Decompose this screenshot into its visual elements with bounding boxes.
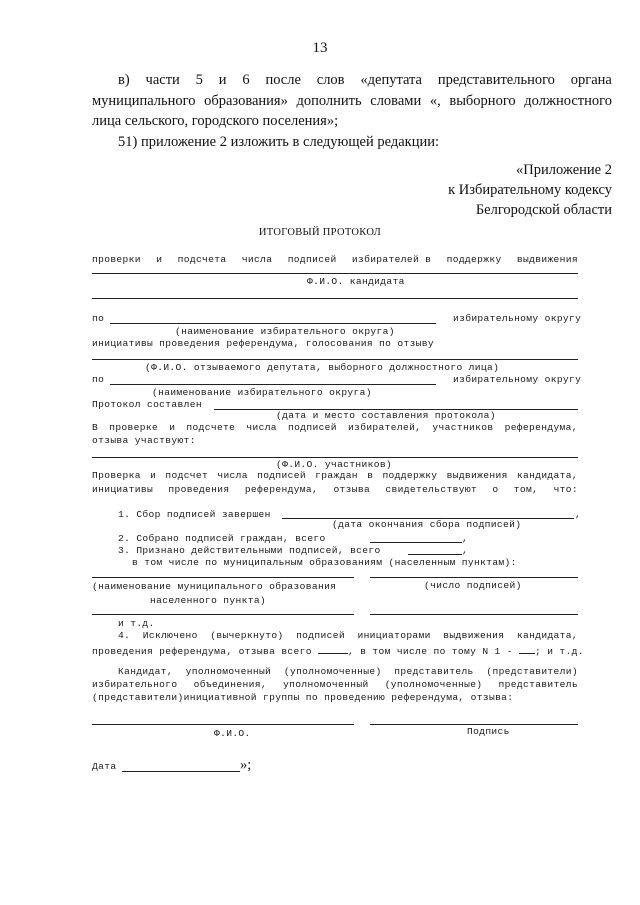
date-end: »; bbox=[240, 757, 252, 773]
item4-line2-b: , в том числе по тому N 1 - bbox=[347, 646, 513, 657]
rule-item3 bbox=[408, 554, 462, 555]
rule-okrug-2 bbox=[110, 384, 436, 385]
word: представитель bbox=[498, 679, 578, 690]
word: (уполномоченные) bbox=[384, 679, 483, 690]
caption-fio-candidate: Ф.И.О. кандидата bbox=[307, 276, 405, 287]
word: отзыва bbox=[333, 484, 371, 495]
rule-sign bbox=[370, 724, 578, 725]
cand-line2 bbox=[92, 679, 578, 690]
item3-label: 3. Признано действительными подписей, всего bbox=[118, 545, 381, 556]
word: и bbox=[150, 470, 157, 481]
item4-line2-a: проведения референдума, отзыва всего bbox=[92, 646, 312, 657]
item3-sub: в том числе по муниципальным образованиям (населенным пунктам): bbox=[132, 557, 517, 568]
word: избирательного bbox=[92, 679, 178, 690]
word: «, bbox=[429, 93, 441, 109]
result-line1 bbox=[92, 470, 578, 481]
check-line2: отзыва участвуют: bbox=[92, 435, 196, 446]
word: и bbox=[169, 422, 176, 433]
para-v-line1 bbox=[118, 72, 612, 89]
word: инициаторами bbox=[357, 630, 431, 641]
word: (вычеркнуто) bbox=[210, 630, 284, 641]
word: Проверка bbox=[92, 470, 141, 481]
appendix-line1: «Приложение 2 bbox=[516, 162, 612, 178]
rule-date bbox=[122, 771, 240, 772]
word: поддержку bbox=[382, 470, 438, 481]
word: проверки bbox=[92, 254, 141, 265]
rule-candidate-2 bbox=[92, 298, 578, 299]
result-line2 bbox=[92, 484, 578, 495]
word: числа bbox=[217, 470, 248, 481]
page-number: 13 bbox=[312, 40, 328, 56]
caption-date-place: (дата и место составления протокола) bbox=[276, 410, 496, 421]
item4-line2-c: ; и т.д. bbox=[534, 646, 584, 657]
word: подсчета bbox=[177, 254, 227, 265]
word: дополнить bbox=[296, 93, 362, 109]
caption-fio-recalled: (Ф.И.О. отзываемого депутата, выборного должностного лица) bbox=[145, 362, 500, 373]
caption-mun-line1: (наименование муниципального образования bbox=[92, 581, 337, 592]
para-51: 51) приложение 2 изложить в следующей редакции: bbox=[118, 134, 440, 150]
word: уполномоченный bbox=[283, 679, 369, 690]
form-line1 bbox=[92, 254, 578, 265]
item1-label: 1. Сбор подписей завершен bbox=[118, 509, 271, 520]
form-title: ИТОГОВЫЙ ПРОТОКОЛ bbox=[258, 227, 382, 238]
word: инициативы bbox=[92, 484, 154, 495]
word: в bbox=[367, 470, 374, 481]
cand-line1 bbox=[118, 666, 578, 677]
word: части bbox=[145, 72, 180, 88]
initiative-line: инициативы проведения референдума, голосования по отзыву bbox=[92, 338, 435, 349]
word: Кандидат, bbox=[118, 666, 173, 677]
item1-end: , bbox=[575, 509, 582, 520]
caption-okrug-name: (наименование избирательного округа) bbox=[175, 326, 395, 337]
word: словами bbox=[370, 93, 422, 109]
check-line1 bbox=[92, 422, 578, 433]
word: кандидата, bbox=[516, 470, 578, 481]
word: (уполномоченные) bbox=[283, 666, 382, 677]
word: выдвижения bbox=[443, 630, 505, 641]
word: референдума, bbox=[244, 484, 319, 495]
word: муниципального bbox=[92, 93, 196, 109]
po-label: по bbox=[92, 313, 105, 324]
protocol-made: Протокол составлен bbox=[92, 399, 202, 410]
word: уполномоченный bbox=[185, 666, 272, 677]
word: том, bbox=[513, 484, 539, 495]
cand-line3: (представители)инициативной группы по проведению референдума, отзыва: bbox=[92, 692, 514, 703]
word: числа bbox=[241, 254, 273, 265]
word: о bbox=[492, 484, 499, 495]
word: участников bbox=[432, 422, 494, 433]
caption-okrug-name-2: (наименование избирательного округа) bbox=[152, 387, 372, 398]
caption-date-end: (дата окончания сбора подписей) bbox=[332, 519, 522, 530]
word: слов bbox=[316, 72, 345, 88]
item3-end: , bbox=[462, 545, 469, 556]
word: подписей bbox=[288, 422, 337, 433]
blank-total bbox=[318, 643, 348, 654]
word: органа bbox=[570, 72, 612, 88]
rule-fio bbox=[92, 724, 354, 725]
word: Исключено bbox=[142, 630, 198, 641]
okrug-suffix-2: избирательному округу bbox=[453, 374, 582, 385]
word: выдвижения bbox=[516, 254, 578, 265]
rule-candidate bbox=[92, 273, 578, 274]
rule-mun-1 bbox=[92, 577, 354, 578]
word: подсчет bbox=[165, 470, 209, 481]
word: представительного bbox=[437, 72, 555, 88]
rule-item2 bbox=[370, 542, 462, 543]
date-label: Дата bbox=[92, 761, 117, 772]
word: (представители) bbox=[486, 666, 578, 677]
etc-1: и т.д. bbox=[118, 618, 155, 629]
blank-vol1 bbox=[519, 643, 535, 654]
para-v-line3: лица сельского, городского поселения»; bbox=[92, 113, 339, 129]
rule-recalled bbox=[92, 359, 578, 360]
word: подписей bbox=[296, 630, 345, 641]
word: что: bbox=[553, 484, 578, 495]
word: проверке bbox=[109, 422, 159, 433]
rule-mun-2 bbox=[92, 614, 354, 615]
word: подписей bbox=[287, 254, 337, 265]
caption-sign: Подпись bbox=[467, 726, 510, 737]
item4-line2 bbox=[92, 643, 584, 657]
word: 5 bbox=[195, 72, 203, 88]
item2-end: , bbox=[462, 533, 469, 544]
word: в) bbox=[118, 72, 130, 88]
word: В bbox=[92, 422, 99, 433]
caption-fio: Ф.И.О. bbox=[214, 728, 251, 739]
okrug-suffix: избирательному округу bbox=[453, 313, 582, 324]
word: после bbox=[265, 72, 301, 88]
para-v-line2 bbox=[92, 93, 612, 110]
word: «депутата bbox=[360, 72, 422, 88]
caption-mun-line2: населенного пункта) bbox=[150, 595, 267, 606]
word: референдума, bbox=[504, 422, 578, 433]
word: представитель bbox=[394, 666, 474, 677]
word: и bbox=[156, 254, 163, 265]
word: числа bbox=[246, 422, 277, 433]
word: объединения, bbox=[193, 679, 267, 690]
word: подписей bbox=[257, 470, 306, 481]
appendix-line2: к Избирательному кодексу bbox=[448, 182, 612, 198]
word: выборного bbox=[449, 93, 516, 109]
word: поддержку bbox=[446, 254, 502, 265]
rule-okrug bbox=[110, 323, 436, 324]
rule-num-2 bbox=[370, 614, 578, 615]
word: 4. bbox=[118, 630, 131, 641]
item2-label: 2. Собрано подписей граждан, всего bbox=[118, 533, 326, 544]
word: избирателей в bbox=[351, 254, 432, 265]
word: образования» bbox=[204, 93, 288, 109]
rule-participants bbox=[92, 457, 578, 458]
word: подсчете bbox=[186, 422, 236, 433]
word: граждан bbox=[315, 470, 358, 481]
rule-num-1 bbox=[370, 577, 578, 578]
word: избирателей, bbox=[348, 422, 422, 433]
word: 6 bbox=[242, 72, 250, 88]
word: и bbox=[218, 72, 227, 88]
word: выдвижения bbox=[446, 470, 508, 481]
appendix-line3: Белгородской области bbox=[475, 202, 612, 218]
item4-line1 bbox=[118, 630, 578, 641]
word: проведения bbox=[168, 484, 230, 495]
caption-num-signatures: (число подписей) bbox=[424, 580, 522, 591]
word: кандидата, bbox=[516, 630, 578, 641]
word: свидетельствуют bbox=[385, 484, 478, 495]
word: должностного bbox=[524, 93, 612, 109]
caption-fio-participants: (Ф.И.О. участников) bbox=[276, 459, 393, 470]
po-label-2: по bbox=[92, 374, 105, 385]
